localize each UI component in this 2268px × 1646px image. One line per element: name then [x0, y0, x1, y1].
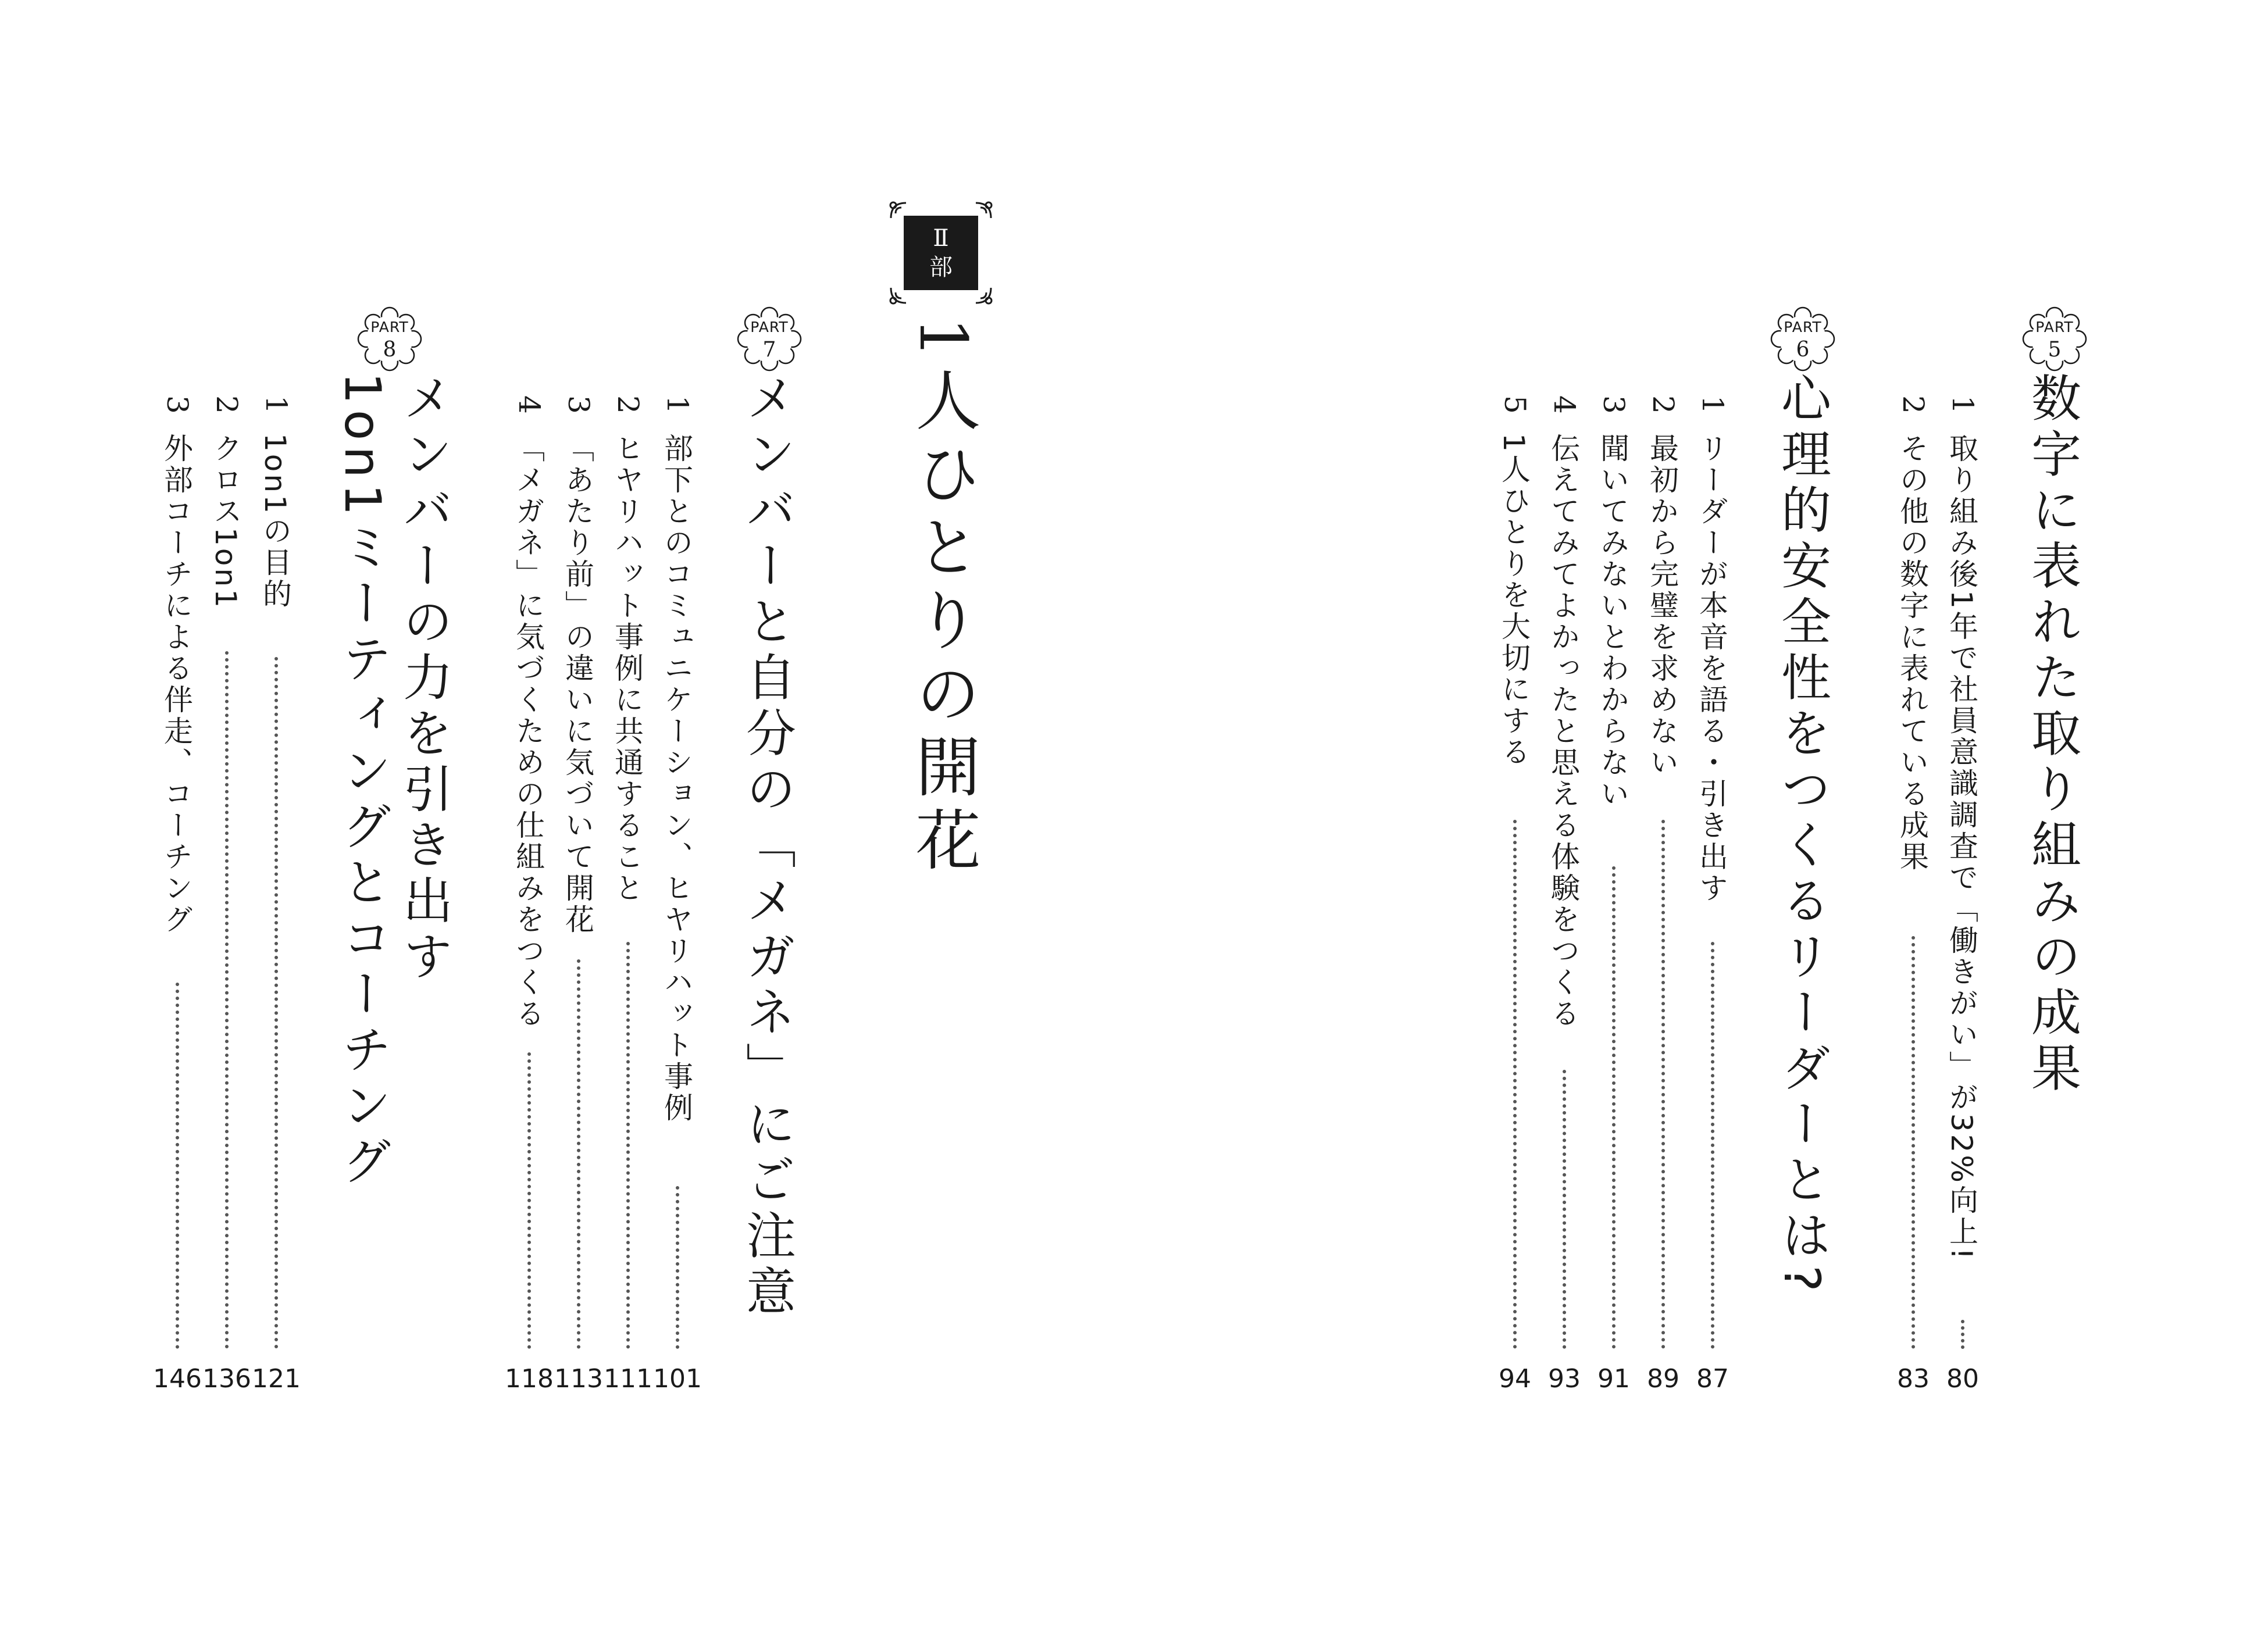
- entry-title: 外部コーチによる伴走、コーチング: [159, 433, 193, 936]
- entry-page: 101: [653, 1364, 702, 1394]
- entry-number: 1: [1946, 395, 1980, 414]
- part-label: PART: [2035, 319, 2074, 335]
- leader-dots: [1513, 820, 1517, 1349]
- entry-page: 93: [1548, 1364, 1581, 1394]
- part-number: 8: [383, 338, 397, 362]
- entry-title: 「あたり前」の違いに気づいて開花: [561, 433, 594, 936]
- entry-page: 111: [604, 1364, 652, 1394]
- part-8-badge: [356, 305, 423, 373]
- leader-dots: [626, 942, 630, 1349]
- leader-dots: [1961, 1320, 1964, 1349]
- section-title: 1人ひとりの開花: [905, 317, 980, 880]
- entry-title: 伝えてみてよかったと思える体験をつくる: [1546, 433, 1580, 1030]
- entry-title: リーダーが本音を語る・引き出す: [1695, 433, 1728, 904]
- entry-page: 91: [1597, 1364, 1630, 1394]
- part-7-badge: [736, 305, 803, 373]
- entry-page: 80: [1946, 1364, 1979, 1394]
- leader-dots: [1612, 866, 1616, 1349]
- entry-number: 5: [1498, 395, 1532, 414]
- entry-title: クロス1on1: [209, 433, 243, 610]
- leader-dots: [1912, 936, 1915, 1349]
- part-number: 5: [2048, 338, 2062, 362]
- leader-dots: [176, 983, 179, 1349]
- entry-number: 1: [1696, 395, 1729, 414]
- entry-page: 121: [252, 1364, 301, 1394]
- entry-title: 「メガネ」に気づくための仕組みをつくる: [511, 433, 545, 1030]
- entry-page: 146: [153, 1364, 202, 1394]
- part-5-title: 数字に表れた取り組みの成果: [2023, 372, 2081, 1098]
- entry-number: 2: [210, 395, 244, 414]
- leader-dots: [274, 657, 278, 1349]
- section-mark-numeral: Ⅱ: [933, 225, 949, 252]
- entry-title: その他の数字に表れている成果: [1895, 433, 1929, 873]
- part-8-title-line-2: 1on1ミーティングとコーチング: [333, 372, 391, 1191]
- leader-dots: [1563, 1070, 1566, 1349]
- entry-page: 136: [202, 1364, 251, 1394]
- entry-page: 94: [1499, 1364, 1531, 1394]
- part-6-title: 心理的安全性をつくるリーダーとは?: [1773, 372, 1831, 1298]
- section-mark: [889, 201, 993, 305]
- entry-title: 部下とのコミュニケーション、ヒヤリハット事例: [659, 433, 693, 1124]
- entry-number: 3: [562, 395, 595, 414]
- part-label: PART: [750, 319, 789, 335]
- entry-page: 113: [554, 1364, 603, 1394]
- entry-title: 1on1の目的: [258, 433, 292, 610]
- leader-dots: [577, 959, 580, 1349]
- leader-dots: [1661, 820, 1665, 1349]
- part-number: 6: [1796, 338, 1810, 362]
- section-mark-label: 部: [929, 254, 953, 281]
- part-8-title-line-1: メンバーの力を引き出す: [394, 372, 452, 986]
- entry-number: 4: [512, 395, 546, 414]
- part-7-title: メンバーと自分の「メガネ」にご注意: [737, 372, 796, 1321]
- entry-title: ヒヤリハット事例に共通すること: [610, 433, 644, 904]
- entry-page: 118: [505, 1364, 554, 1394]
- ornament-frame-icon: [889, 201, 993, 305]
- part-6-badge: [1769, 305, 1836, 373]
- part-5-badge: [2021, 305, 2088, 373]
- entry-page: 89: [1647, 1364, 1679, 1394]
- entry-number: 4: [1547, 395, 1581, 414]
- entry-title: 取り組み後1年で社員意識調査で「働きがい」が32%向上!: [1945, 433, 1978, 1262]
- entry-number: 1: [259, 395, 293, 414]
- entry-title: 1人ひとりを大切にする: [1497, 433, 1531, 768]
- entry-number: 2: [1646, 395, 1680, 414]
- entry-number: 2: [611, 395, 645, 414]
- leader-dots: [1711, 942, 1714, 1349]
- part-label: PART: [370, 319, 409, 335]
- entry-number: 3: [1597, 395, 1631, 414]
- leader-dots: [225, 651, 229, 1349]
- part-label: PART: [1784, 319, 1822, 335]
- leader-dots: [676, 1186, 679, 1349]
- part-number: 7: [762, 338, 776, 362]
- entry-page: 87: [1696, 1364, 1729, 1394]
- entry-number: 3: [161, 395, 194, 414]
- right-page: [1134, 0, 2268, 1646]
- leader-dots: [527, 1052, 531, 1349]
- entry-number: 1: [661, 395, 694, 414]
- entry-title: 聞いてみないとわからない: [1596, 433, 1629, 810]
- entry-number: 2: [1896, 395, 1930, 414]
- entry-page: 83: [1897, 1364, 1930, 1394]
- entry-title: 最初から完璧を求めない: [1645, 433, 1679, 779]
